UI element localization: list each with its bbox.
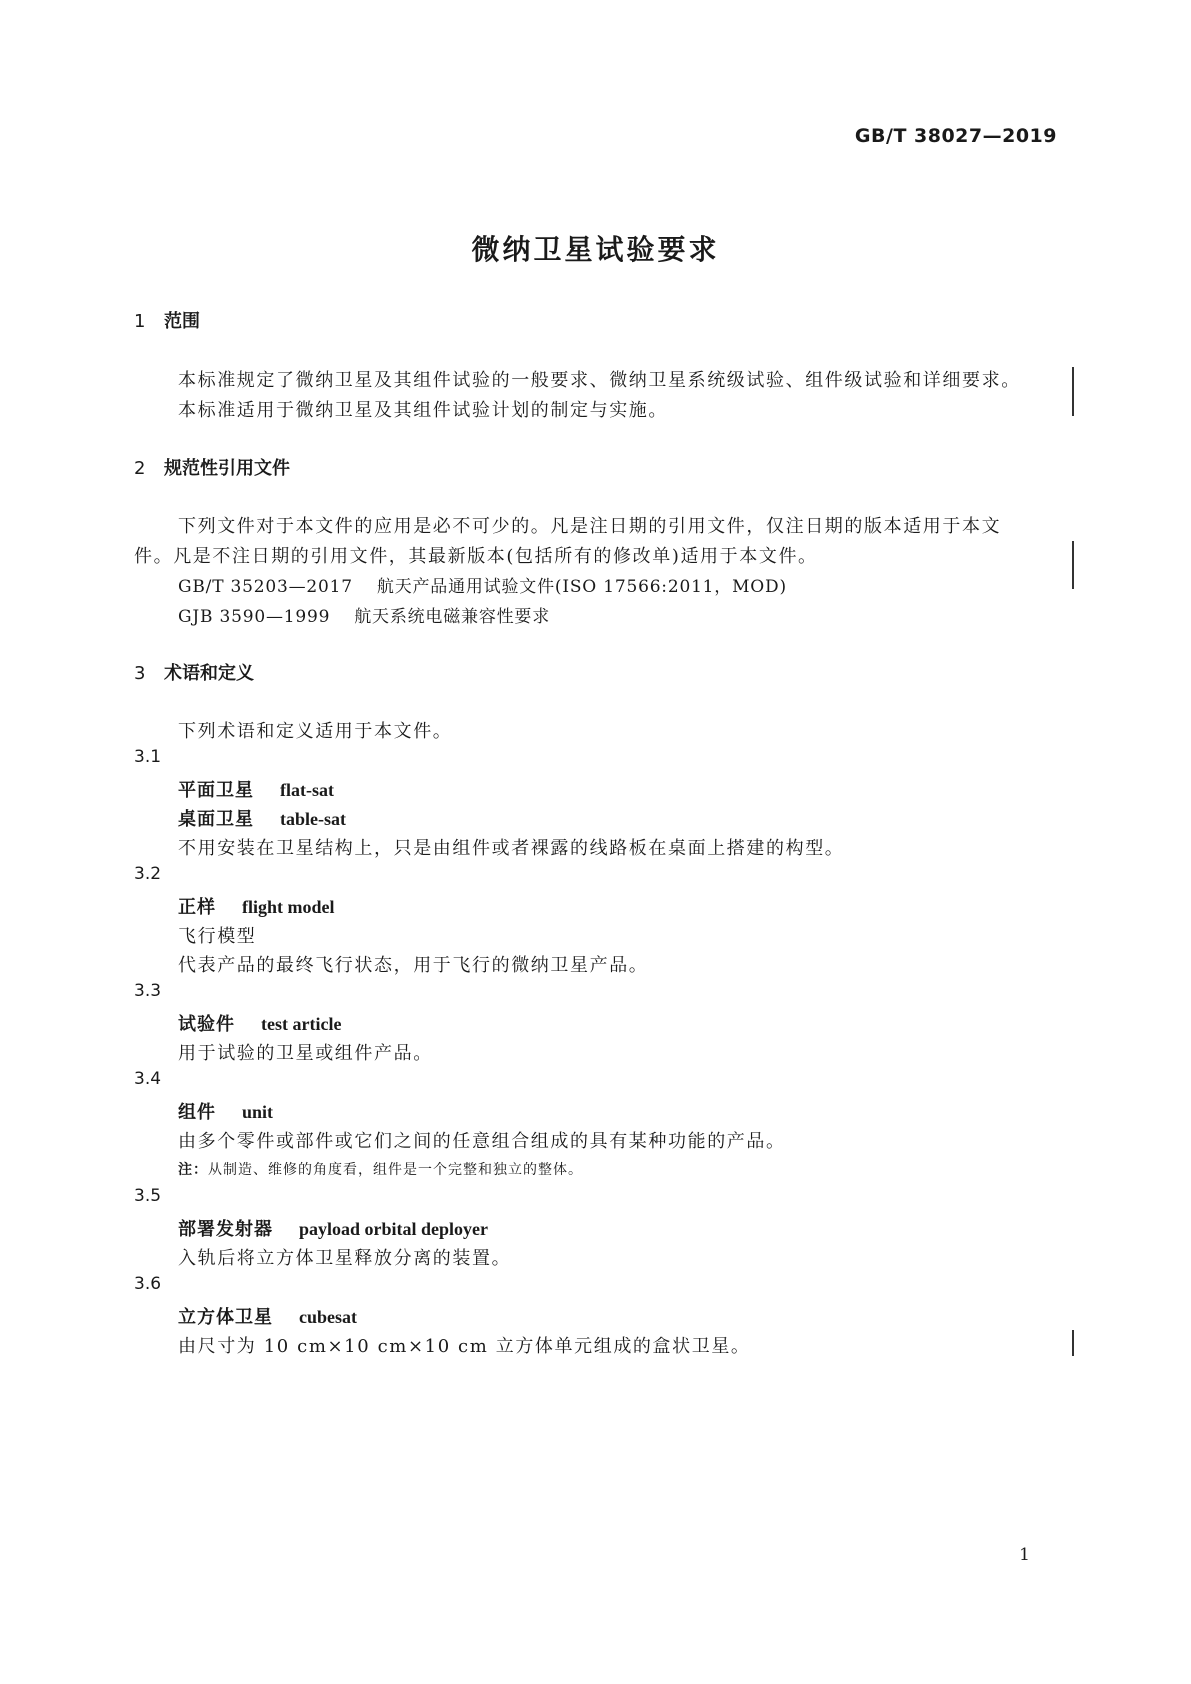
term-entry: [178, 893, 335, 919]
scope-paragraph-2: 本标准适用于微纳卫星及其组件试验计划的制定与实施。: [178, 400, 668, 421]
term-alternative: 飞行模型: [178, 926, 257, 947]
term-en: flat-sat: [280, 780, 334, 800]
change-bar: [1072, 367, 1074, 416]
section-2-heading: [134, 454, 290, 480]
document-title: 微纳卫星试验要求: [471, 233, 720, 266]
term-en: unit: [242, 1102, 274, 1122]
reference-code: GB/T 35203—2017: [178, 577, 353, 597]
note-label: 注：: [178, 1162, 208, 1178]
term-number: 3.1: [134, 747, 162, 767]
term-zh: 部署发射器: [178, 1219, 273, 1240]
term-number: 3.6: [134, 1274, 162, 1294]
reference-title: 航天产品通用试验文件(ISO 17566:2011，MOD): [376, 577, 787, 597]
term-definition: 入轨后将立方体卫星释放分离的装置。: [178, 1248, 512, 1269]
section-title: 范围: [164, 311, 200, 332]
term-definition: 由尺寸为 10 cm×10 cm×10 cm 立方体单元组成的盒状卫星。: [178, 1336, 751, 1357]
term-definition: 用于试验的卫星或组件产品。: [178, 1043, 433, 1064]
term-number: 3.2: [134, 864, 162, 884]
term-entry: [178, 1215, 488, 1241]
term-zh: 桌面卫星: [178, 809, 254, 830]
terms-intro: 下列术语和定义适用于本文件。: [178, 721, 453, 742]
term-zh: 正样: [178, 897, 216, 918]
term-note: [178, 1159, 583, 1179]
term-entry: [178, 1098, 273, 1124]
term-en: payload orbital deployer: [299, 1219, 489, 1239]
reference-item: [178, 602, 550, 627]
term-entry: [178, 1010, 341, 1036]
term-en: table-sat: [280, 809, 346, 829]
note-text: 从制造、维修的角度看，组件是一个完整和独立的整体。: [208, 1162, 583, 1178]
term-definition: 由多个零件或部件或它们之间的任意组合组成的具有某种功能的产品。: [178, 1131, 786, 1152]
term-definition: 不用安装在卫星结构上，只是由组件或者裸露的线路板在桌面上搭建的构型。: [178, 838, 845, 859]
change-bar: [1072, 1330, 1074, 1356]
reference-code: GJB 3590—1999: [178, 607, 331, 627]
references-paragraph-line-2: 件。凡是不注日期的引用文件，其最新版本(包括所有的修改单)适用于本文件。: [134, 546, 818, 567]
term-number: 3.4: [134, 1069, 162, 1089]
term-en: test article: [261, 1014, 342, 1034]
term-number: 3.3: [134, 981, 162, 1001]
term-zh: 平面卫星: [178, 780, 254, 801]
term-zh: 立方体卫星: [178, 1307, 273, 1328]
term-en: cubesat: [299, 1307, 357, 1327]
section-1-heading: [134, 307, 200, 333]
section-title: 术语和定义: [164, 663, 254, 684]
term-entry: [178, 1303, 357, 1329]
term-zh: 试验件: [178, 1014, 235, 1035]
term-zh: 组件: [178, 1102, 216, 1123]
section-3-heading: [134, 659, 254, 685]
section-number: 1: [134, 311, 146, 332]
reference-item: [178, 572, 787, 597]
term-number: 3.5: [134, 1186, 162, 1206]
term-definition: 代表产品的最终飞行状态，用于飞行的微纳卫星产品。: [178, 955, 649, 976]
page-number: 1: [1019, 1545, 1030, 1565]
term-entry: [178, 776, 334, 802]
section-number: 3: [134, 663, 146, 684]
section-number: 2: [134, 458, 146, 479]
term-synonym: [178, 805, 346, 831]
change-bar: [1072, 541, 1074, 589]
references-paragraph-line-1: 下列文件对于本文件的应用是必不可少的。凡是注日期的引用文件，仅注日期的版本适用于本文: [178, 516, 1002, 537]
reference-title: 航天系统电磁兼容性要求: [354, 607, 551, 627]
section-title: 规范性引用文件: [164, 458, 290, 479]
term-en: flight model: [242, 897, 335, 917]
standard-code: GB/T 38027—2019: [854, 125, 1057, 147]
scope-paragraph-1: 本标准规定了微纳卫星及其组件试验的一般要求、微纳卫星系统级试验、组件级试验和详细要求。: [178, 370, 1021, 391]
